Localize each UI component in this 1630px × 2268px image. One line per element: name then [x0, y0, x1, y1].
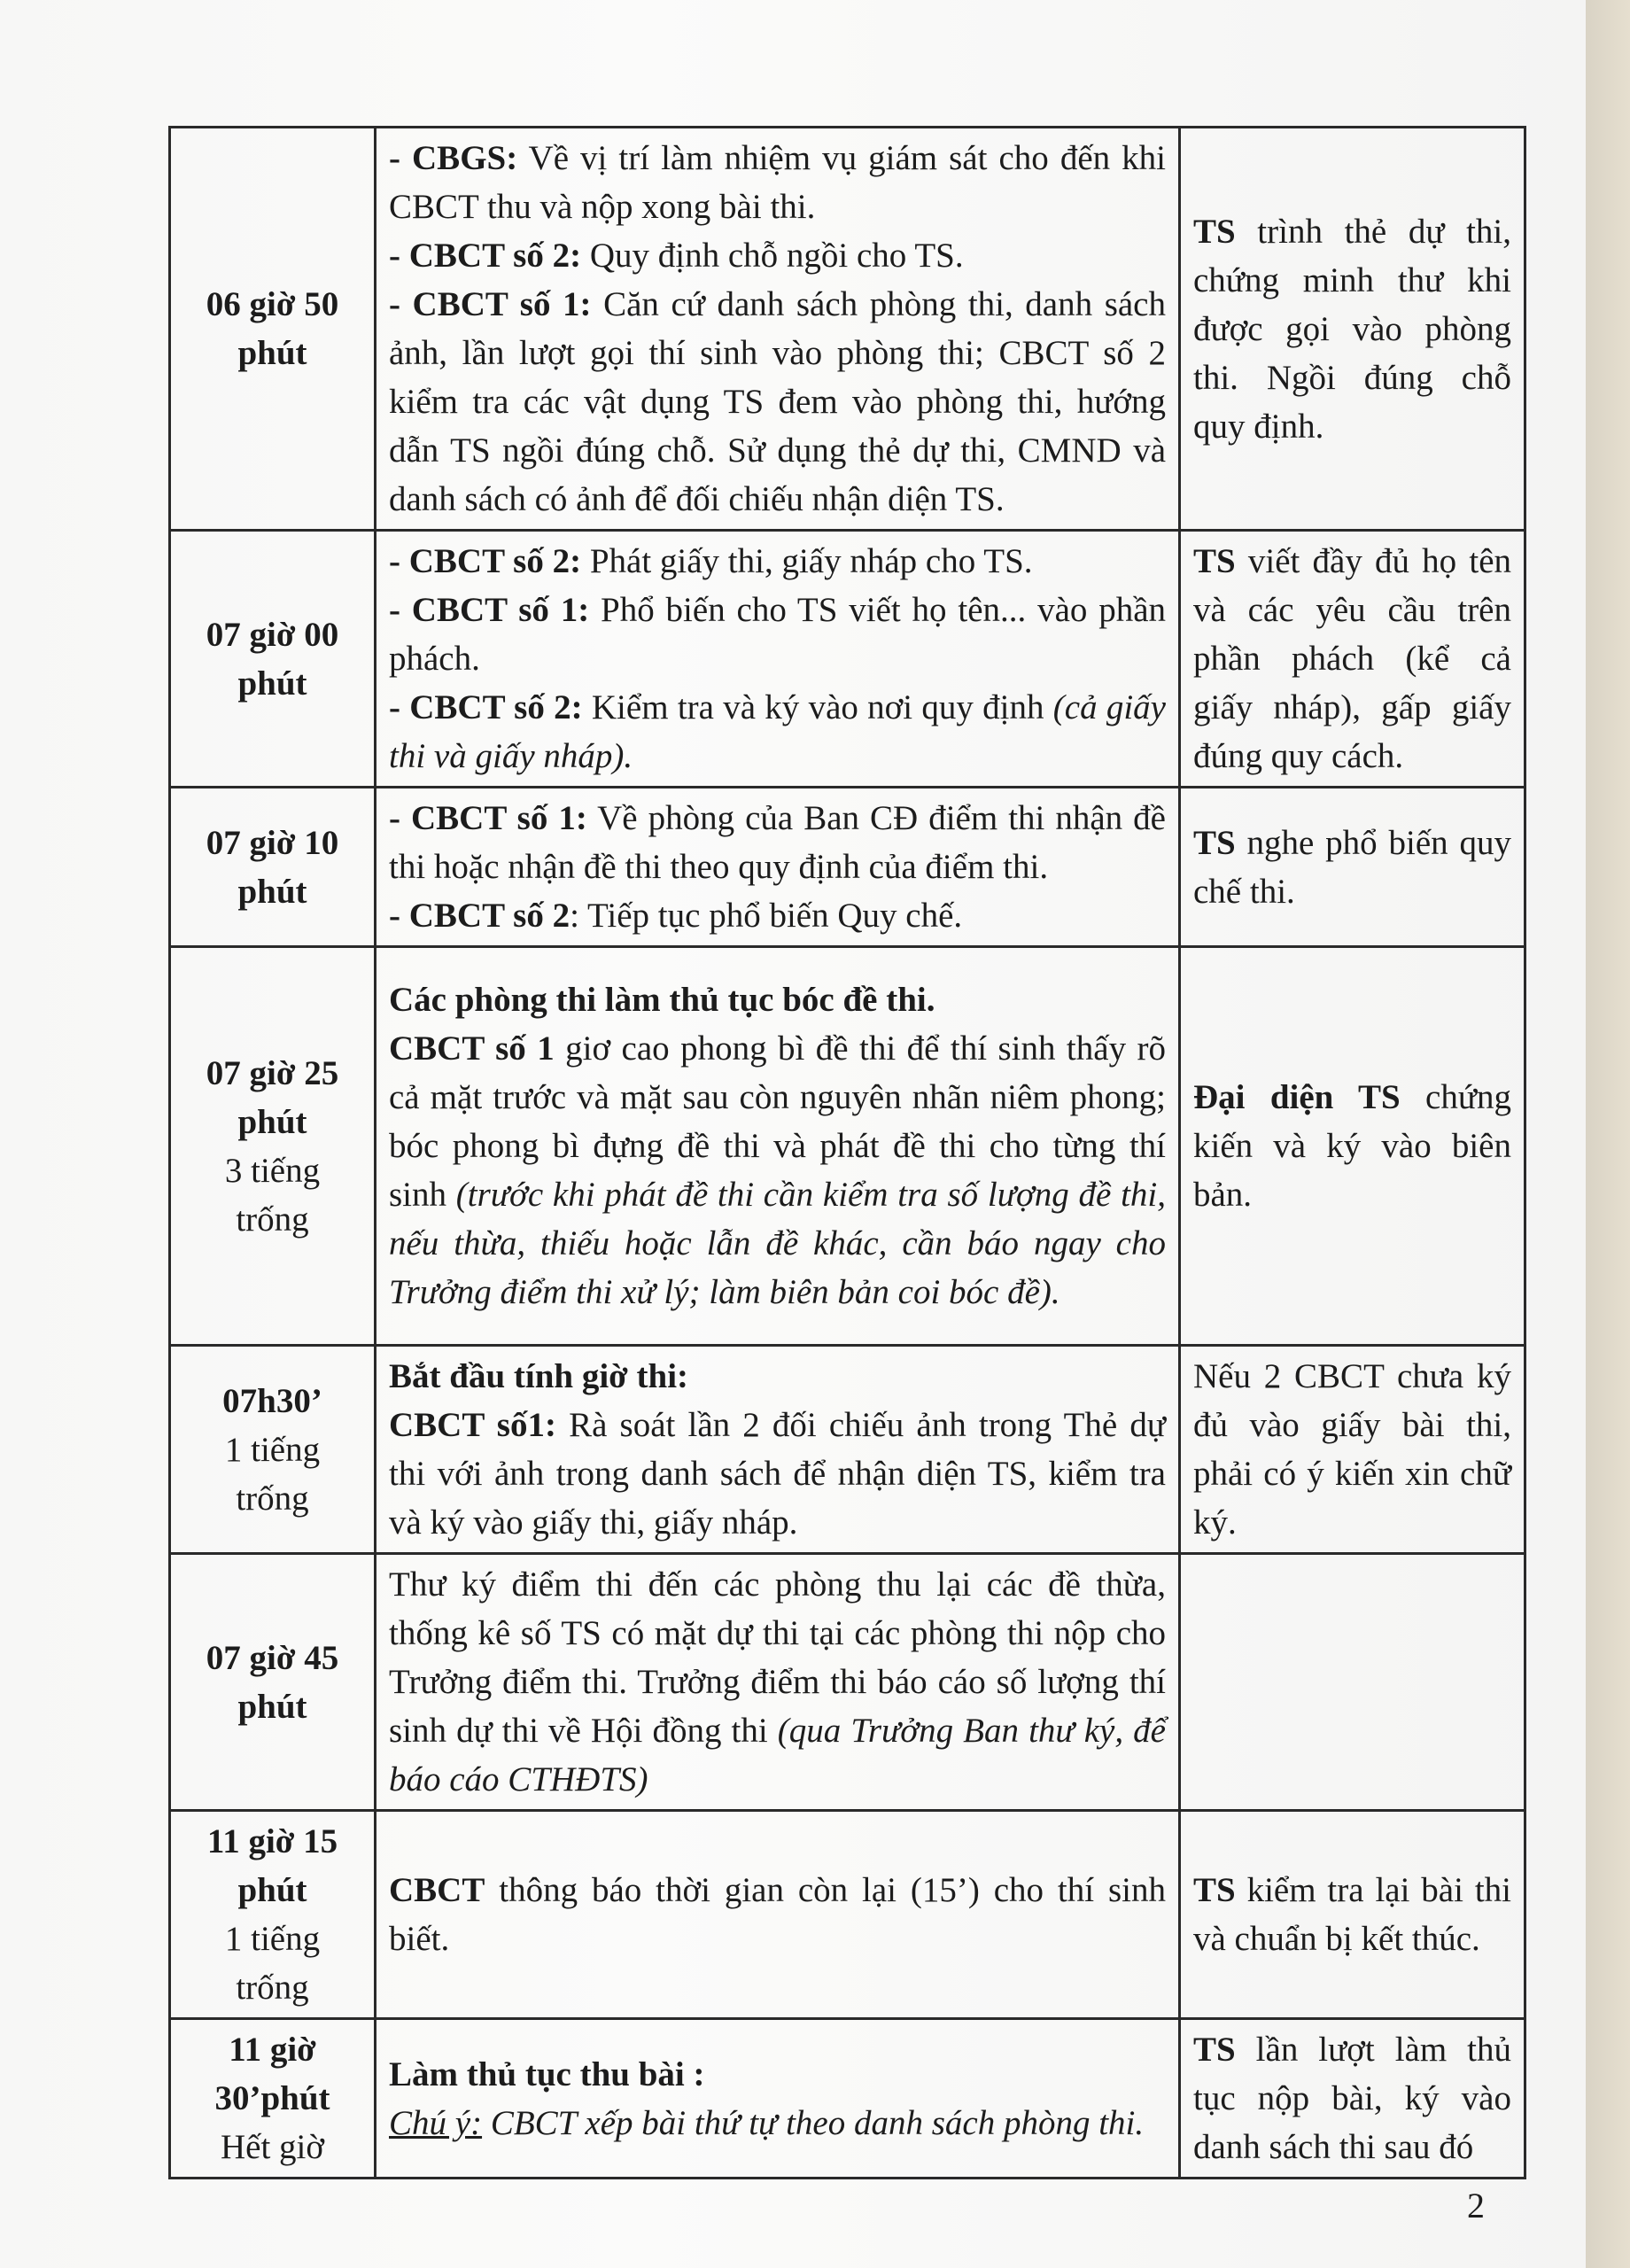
action-text: Kiểm tra và ký vào nơi quy định — [582, 688, 1053, 726]
action-paragraph — [389, 537, 1166, 586]
time-line: 07 giờ 45 — [206, 1638, 339, 1677]
time-cell — [170, 947, 376, 1346]
page-number: 2 — [1467, 2186, 1485, 2225]
action-paragraph — [389, 1352, 1166, 1401]
time-line: 07h30’ — [222, 1381, 322, 1420]
candidate-cell — [1180, 2019, 1525, 2179]
candidate-cell — [1180, 788, 1525, 947]
time-line: trống — [236, 1479, 309, 1518]
time-line: trống — [236, 1969, 309, 2007]
candidate-lead: Đại diện TS — [1193, 1078, 1401, 1116]
action-text: Thư ký điểm thi đến các phòng thu lại các đề thừa, thống kê số TS có mặt dự thi tại các phòng thi nộp cho Trưởng điểm thi. Trưởng điểm thi báo cáo số lượng thí sinh dự thi về Hội đồng thi — [389, 1565, 1166, 1750]
time-line: 1 tiếng — [224, 1920, 321, 1958]
paper-edge — [1586, 0, 1630, 2268]
action-paragraph — [389, 1866, 1166, 1963]
action-lead: - CBCT số 2 — [389, 897, 570, 935]
action-lead: - CBCT số 1: — [389, 591, 590, 629]
candidate-lead: TS — [1193, 1871, 1236, 1909]
action-text: Phổ biến cho TS viết họ tên... vào phần phách. — [389, 591, 1167, 678]
candidate-cell — [1180, 128, 1525, 531]
candidate-cell — [1180, 947, 1525, 1346]
action-lead: - CBCT số 1: — [389, 285, 592, 323]
action-paragraph — [389, 2099, 1166, 2148]
time-cell — [170, 788, 376, 947]
action-paragraph — [389, 975, 1166, 1024]
action-text: : Tiếp tục phổ biến Quy chế. — [570, 897, 963, 935]
schedule-body — [170, 128, 1525, 2179]
action-cell — [376, 128, 1180, 531]
action-lead: CBCT số 1 — [389, 1029, 555, 1068]
time-cell — [170, 1346, 376, 1554]
time-line: 30’phút — [214, 2079, 330, 2117]
time-line: phút — [237, 1102, 307, 1141]
time-line: phút — [237, 1687, 307, 1726]
time-cell — [170, 1811, 376, 2019]
action-cell — [376, 1346, 1180, 1554]
schedule-row — [170, 947, 1525, 1346]
action-lead: Các phòng thi làm thủ tục bóc đề thi. — [389, 981, 935, 1019]
time-cell — [170, 128, 376, 531]
action-paragraph — [389, 1560, 1166, 1804]
action-paragraph — [389, 231, 1166, 280]
candidate-text: chứng kiến và ký vào biên bản. — [1193, 1078, 1511, 1214]
candidate-cell — [1180, 1554, 1525, 1811]
schedule-row — [170, 1346, 1525, 1554]
action-note: (qua Trưởng Ban thư ký, để báo cáo CTHĐTS) — [389, 1712, 1166, 1798]
candidate-text: viết đầy đủ họ tên và các yêu cầu trên phần phách (kể cả giấy nháp), gấp giấy đúng quy cách. — [1193, 542, 1511, 775]
action-paragraph — [389, 794, 1166, 891]
time-line: phút — [237, 872, 307, 911]
action-lead: CBCT — [389, 1871, 485, 1909]
action-cell — [376, 788, 1180, 947]
action-lead: Bắt đầu tính giờ thi: — [389, 1357, 689, 1395]
action-paragraph — [389, 134, 1166, 231]
action-paragraph — [389, 1024, 1166, 1317]
action-lead: - CBCT số 2: — [389, 542, 582, 580]
time-line: phút — [237, 664, 307, 703]
candidate-text: Nếu 2 CBCT chưa ký đủ vào giấy bài thi, phải có ý kiến xin chữ ký. — [1193, 1357, 1511, 1542]
candidate-lead: TS — [1193, 212, 1236, 251]
time-line: 11 giờ — [229, 2031, 316, 2069]
action-paragraph — [389, 1401, 1166, 1547]
schedule-row — [170, 788, 1525, 947]
action-lead: CBCT số1: — [389, 1406, 556, 1444]
action-text: Quy định chỗ ngồi cho TS. — [581, 237, 964, 275]
time-line: 3 tiếng — [224, 1151, 321, 1190]
time-line: 11 giờ 15 — [206, 1822, 338, 1860]
action-paragraph — [389, 586, 1166, 683]
time-line: 07 giờ 10 — [206, 823, 339, 862]
time-cell — [170, 531, 376, 788]
action-note: CBCT xếp bài thứ tự theo danh sách phòng thi. — [482, 2103, 1145, 2142]
candidate-text: nghe phổ biến quy chế thi. — [1193, 823, 1511, 911]
action-lead: - CBCT số 2: — [389, 688, 583, 726]
schedule-row — [170, 128, 1525, 531]
time-line: Hết giờ — [220, 2128, 325, 2166]
action-lead: - CBGS: — [389, 139, 518, 177]
time-line: phút — [237, 1871, 307, 1909]
action-cell — [376, 947, 1180, 1346]
action-text: Phát giấy thi, giấy nháp cho TS. — [581, 542, 1033, 580]
action-lead: Làm thủ tục thu bài : — [389, 2054, 705, 2093]
action-text: Về vị trí làm nhiệm vụ giám sát cho đến khi CBCT thu và nộp xong bài thi. — [389, 139, 1166, 226]
candidate-lead: TS — [1193, 2031, 1236, 2069]
action-cell — [376, 531, 1180, 788]
action-lead: - CBCT số 2: — [389, 237, 582, 275]
exam-schedule-table — [168, 126, 1526, 2179]
candidate-cell — [1180, 531, 1525, 788]
action-paragraph — [389, 891, 1166, 940]
time-cell — [170, 2019, 376, 2179]
schedule-row — [170, 531, 1525, 788]
candidate-cell — [1180, 1346, 1525, 1554]
time-line: 06 giờ 50 — [206, 285, 339, 323]
time-line: 07 giờ 25 — [206, 1053, 339, 1092]
time-line: 07 giờ 00 — [206, 615, 339, 654]
time-line: 1 tiếng — [224, 1430, 321, 1469]
action-note: (cả giấy thi và giấy nháp). — [389, 688, 1166, 775]
action-text: Về phòng của Ban CĐ điểm thi nhận đề thi hoặc nhận đề thi theo quy định của điểm thi. — [389, 799, 1166, 886]
schedule-row — [170, 2019, 1525, 2179]
action-text: giơ cao phong bì đề thi để thí sinh thấy rõ cả mặt trước và mặt sau còn nguyên nhãn niêm phong; bóc phong bì đựng đề thi và phát đề thi cho từng thí sinh — [389, 1029, 1166, 1214]
action-text: Căn cứ danh sách phòng thi, danh sách ảnh, lần lượt gọi thí sinh vào phòng thi; CBCT số 2 kiểm tra các vật dụng TS đem vào phòng thi, hướng dẫn TS ngồi đúng chỗ. Sử dụng thẻ dự thi, CMND và danh sách có ảnh để đối chiếu nhận diện TS. — [389, 285, 1166, 518]
action-cell — [376, 2019, 1180, 2179]
action-text: Rà soát lần 2 đối chiếu ảnh trong Thẻ dự thi với ảnh trong danh sách để nhận diện TS, kiểm tra và ký vào giấy thi, giấy nháp. — [389, 1406, 1166, 1542]
action-note: (trước khi phát đề thi cần kiểm tra số lượng đề thi, nếu thừa, thiếu hoặc lẫn đề khác, cần báo ngay cho Trưởng điểm thi xử lý; làm biên bản coi bóc đề). — [389, 1176, 1166, 1311]
action-lead: - CBCT số 1: — [389, 799, 587, 837]
time-cell — [170, 1554, 376, 1811]
action-paragraph — [389, 683, 1166, 781]
time-line: phút — [237, 334, 307, 372]
action-cell — [376, 1554, 1180, 1811]
action-paragraph — [389, 2050, 1166, 2099]
candidate-lead: TS — [1193, 542, 1236, 580]
candidate-text: kiểm tra lại bài thi và chuẩn bị kết thúc. — [1193, 1871, 1511, 1958]
candidate-text: lần lượt làm thủ tục nộp bài, ký vào danh sách thi sau đó — [1193, 2031, 1511, 2166]
action-paragraph — [389, 280, 1166, 524]
action-cell — [376, 1811, 1180, 2019]
schedule-row — [170, 1811, 1525, 2019]
candidate-cell — [1180, 1811, 1525, 2019]
candidate-text: trình thẻ dự thi, chứng minh thư khi được gọi vào phòng thi. Ngồi đúng chỗ quy định. — [1193, 212, 1511, 446]
schedule-row — [170, 1554, 1525, 1811]
candidate-lead: TS — [1193, 823, 1236, 862]
action-text: thông báo thời gian còn lại (15’) cho thí sinh biết. — [389, 1871, 1166, 1958]
note-label: Chú ý: — [389, 2103, 483, 2142]
time-line: trống — [236, 1200, 309, 1239]
